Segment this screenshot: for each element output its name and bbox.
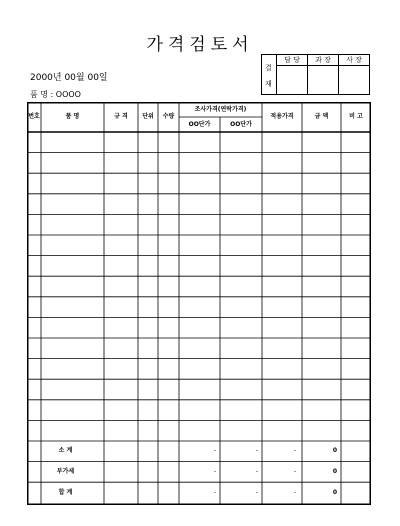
footer-applied: - (293, 467, 296, 475)
footer-label: 부가세 (56, 467, 75, 475)
approval-role: 사 장 (339, 55, 369, 66)
header-amount: 금 액 (314, 113, 329, 120)
approval-col-1 (276, 55, 307, 94)
approval-role: 과 장 (308, 55, 338, 66)
approval-side-label-bottom: 재 (265, 80, 272, 88)
approval-col-3 (338, 55, 369, 94)
header-name: 품 명 (65, 113, 80, 120)
footer-survey-a: - (213, 489, 216, 497)
footer-label: 합 계 (58, 489, 73, 497)
approval-col-2 (307, 55, 338, 94)
item-name-line: 품 명 : OOOO (30, 90, 81, 99)
footer-survey-a: - (213, 447, 216, 454)
header-spec: 규 격 (114, 113, 128, 120)
approval-side-label (262, 55, 276, 94)
document-date: 2000년 00월 00일 (30, 73, 108, 83)
footer-applied: - (293, 447, 296, 454)
header-qty: 수량 (162, 113, 175, 120)
footer-survey-a: - (213, 467, 216, 475)
footer-amount: 0 (332, 467, 337, 475)
header-unit: 단위 (142, 113, 154, 120)
header-note: 비 고 (349, 113, 363, 120)
footer-amount: 0 (332, 489, 337, 497)
footer-amount: 0 (332, 447, 337, 454)
footer-survey-b: - (255, 447, 258, 454)
header-survey-a: OO단가 (188, 121, 211, 128)
header-no: 번호 (28, 113, 40, 120)
footer-applied: - (293, 489, 296, 497)
header-survey-b: OO단가 (230, 121, 252, 128)
document-title: 가격검토서 (146, 35, 254, 55)
approval-box (261, 54, 370, 95)
header-survey-price: 조사가격(연락가격) (194, 106, 247, 113)
approval-role: 담 당 (277, 55, 307, 66)
price-review-table (27, 102, 371, 505)
approval-side-label-top: 결 (265, 64, 272, 72)
footer-label: 소 계 (58, 447, 73, 454)
footer-survey-b: - (255, 467, 258, 475)
footer-survey-b: - (255, 489, 258, 497)
header-applied-price: 적용가격 (270, 113, 294, 120)
